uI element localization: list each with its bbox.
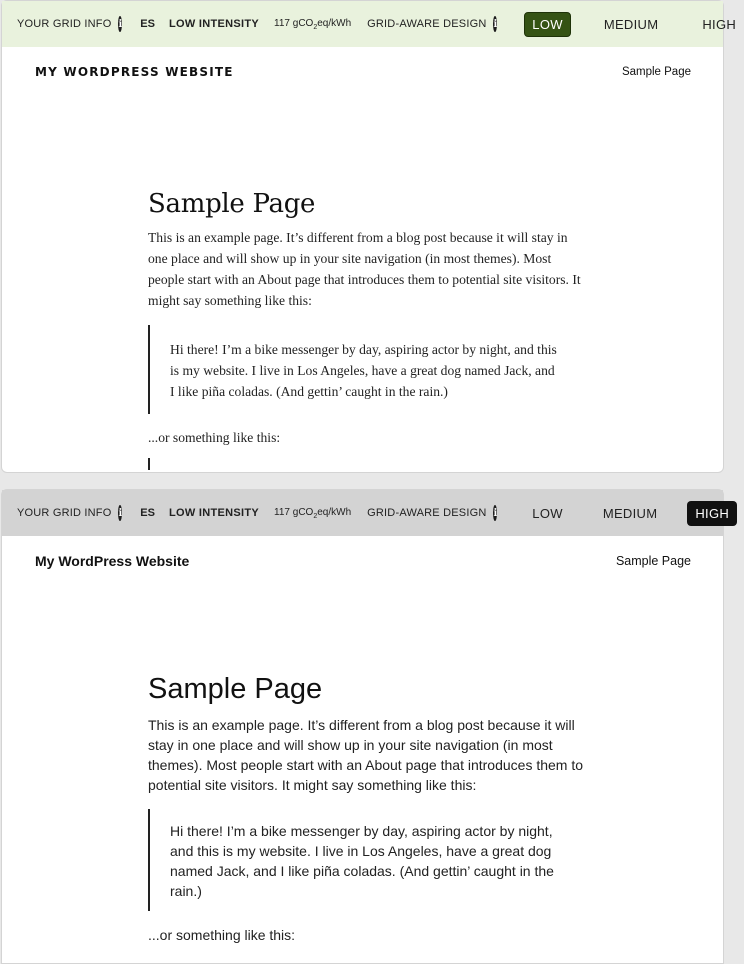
intro-paragraph: This is an example page. It’s different from a blog post because it will stay in one place and will show up in your site navigation (in most themes). Most people start with an About page that introduces them to potential site visitors. It might say something like this:: [148, 230, 581, 308]
grid-aware-bar: [2, 490, 730, 536]
site-header: [2, 536, 723, 586]
grid-aware-design-label: GRID-AWARE DESIGN: [367, 507, 487, 519]
site-title[interactable]: My WordPress Website: [35, 553, 190, 569]
page-content: [148, 189, 588, 470]
design-option-low[interactable]: LOW: [524, 12, 571, 37]
nav-item-sample-page[interactable]: Sample Page: [615, 554, 691, 568]
region-code: ES: [140, 507, 155, 519]
intensity-level: LOW INTENSITY: [168, 507, 260, 519]
blockquote: [148, 809, 568, 911]
intro-paragraph: This is an example page. It’s different from a blog post because it will stay in one place and will show up in your site navigation (in most themes). Most people start with an About page that introduces them to potential site visitors. It might say something like this:: [148, 717, 584, 793]
nav-item-sample-page[interactable]: Sample Page: [621, 66, 691, 78]
design-option-high[interactable]: HIGH: [687, 501, 737, 526]
design-option-high[interactable]: HIGH: [702, 16, 737, 32]
info-icon[interactable]: i: [118, 505, 122, 521]
grid-aware-bar: [2, 1, 737, 47]
design-option-low[interactable]: LOW: [532, 505, 563, 521]
high-design-preview: [1, 489, 730, 964]
site-header: [2, 47, 723, 97]
region-code: ES: [140, 18, 155, 30]
blockquote: [148, 325, 568, 414]
intensity-level: LOW INTENSITY: [168, 18, 260, 30]
after-quote-text: ...or something like this:: [148, 430, 281, 445]
after-quote-text: ...or something like this:: [148, 927, 296, 943]
design-option-medium[interactable]: MEDIUM: [602, 505, 658, 521]
info-icon[interactable]: i: [493, 505, 497, 521]
design-option-medium[interactable]: MEDIUM: [603, 16, 659, 32]
page-content: [148, 673, 588, 943]
next-blockquote-border: [148, 458, 150, 470]
carbon-intensity-value: 117 gCO$_2$eq/kWh: [274, 17, 352, 31]
info-icon[interactable]: i: [493, 16, 497, 32]
page-title: Sample Page: [148, 673, 323, 705]
site-title[interactable]: MY WORDPRESS WEBSITE: [35, 65, 234, 79]
carbon-intensity-value: 117 gCO$_2$eq/kWh: [274, 506, 352, 520]
info-icon[interactable]: i: [118, 16, 122, 32]
low-design-preview: [1, 0, 737, 473]
quote-text: Hi there! I’m a bike messenger by day, aspiring actor by night, and this is my website. I live in Los Angeles, have a great dog named Jack, and I like piña coladas. (And gettin’ caught in the rain.): [170, 342, 557, 399]
grid-info-label: YOUR GRID INFO: [17, 18, 112, 30]
quote-text: Hi there! I’m a bike messenger by day, aspiring actor by night, and this is my website. I live in Los Angeles, have a great dog named Jack, and I like piña coladas. (And gettin’ caught in the rain.): [170, 823, 554, 899]
grid-aware-design-label: GRID-AWARE DESIGN: [367, 18, 487, 30]
page-title: Sample Page: [148, 189, 316, 219]
grid-info-label: YOUR GRID INFO: [17, 507, 112, 519]
